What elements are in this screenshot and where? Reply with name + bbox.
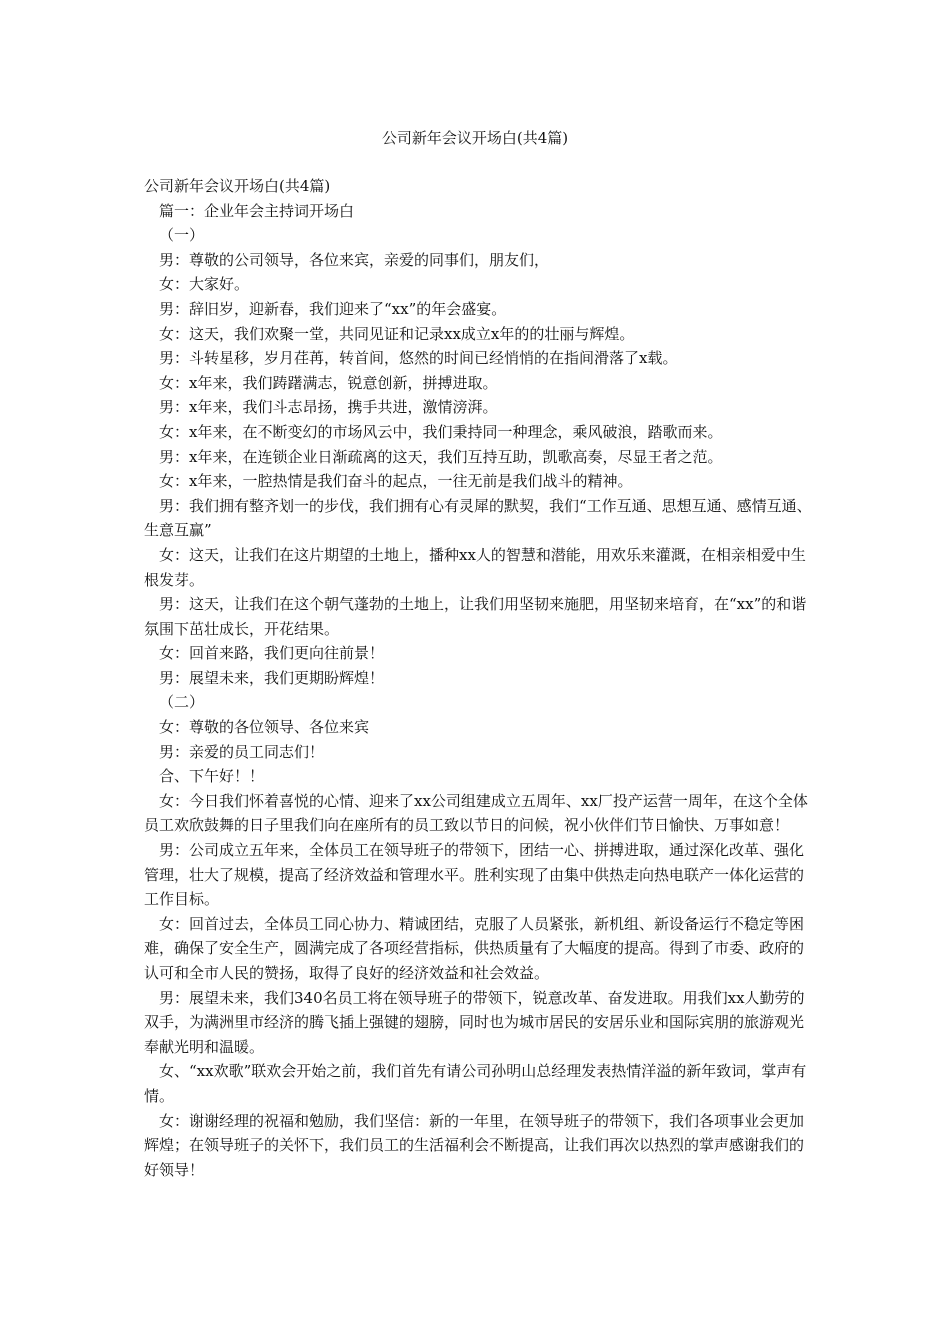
paragraph: 男：尊敬的公司领导，各位来宾，亲爱的同事们，朋友们， bbox=[159, 250, 550, 269]
paragraph: 女：回首来路，我们更向往前景！ bbox=[159, 644, 385, 663]
paragraph: 男：公司成立五年来，全体员工在领导班子的带领下，团结一心、拼搏进取，通过深化改革、强化管理，壮大了规模，提高了经济效益和管理水平。胜利实现了由集中供热走向热电联产一体化运营的工作目标。 bbox=[144, 841, 805, 909]
paragraph: 男：展望未来，我们更期盼辉煌！ bbox=[159, 668, 385, 687]
paragraph: 男：这天，让我们在这个朝气蓬勃的土地上，让我们用坚韧来施肥，用坚韧来培育，在“xx”的和谐氛围下茁壮成长，开花结果。 bbox=[144, 595, 807, 638]
document-title: 公司新年会议开场白(共4篇) bbox=[381, 129, 569, 147]
paragraph: 女：这天，我们欢聚一堂，共同见证和记录xx成立x年的的壮丽与辉煌。 bbox=[159, 324, 635, 343]
paragraph: 男：斗转星移，岁月荏苒，转首间，悠然的时间已经悄悄的在指间滑落了x载。 bbox=[159, 349, 678, 368]
paragraph: 男：展望未来，我们340名员工将在领导班子的带领下，锐意改革、奋发进取。用我们xx人勤劳的双手，为满洲里市经济的腾飞插上强键的翅膀，同时也为城市居民的安居乐业和国际宾朋的旅游观光奉献光明和温暖。 bbox=[144, 988, 805, 1056]
paragraph: 女：谢谢经理的祝福和勉励，我们坚信：新的一年里，在领导班子的带领下，我们各项事业会更加辉煌；在领导班子的关怀下，我们员工的生活福利会不断提高，让我们再次以热烈的掌声感谢我们的好领导！ bbox=[144, 1111, 805, 1179]
paragraph: 男：x年来，我们斗志昂扬，携手共进，激情滂湃。 bbox=[159, 398, 498, 417]
paragraph: 女：尊敬的各位领导、各位来宾 bbox=[159, 718, 370, 737]
paragraph: 男：x年来，在连锁企业日渐疏离的这天，我们互持互助，凯歌高奏，尽显王者之范。 bbox=[159, 447, 723, 466]
paragraph: （二） bbox=[159, 693, 205, 712]
paragraph: 女：回首过去，全体员工同心协力、精诚团结，克服了人员紧张，新机组、新设备运行不稳定等困难，确保了安全生产，圆满完成了各项经营指标，供热质量有了大幅度的提高。得到了市委、政府的认可和全市人民的赞扬，取得了良好的经济效益和社会效益。 bbox=[144, 914, 805, 982]
paragraph: 女：今日我们怀着喜悦的心情、迎来了xx公司组建成立五周年、xx厂投产运营一周年，在这个全体员工欢欣鼓舞的日子里我们向在座所有的员工致以节日的问候，祝小伙伴们节日愉快、万事如意！ bbox=[144, 791, 808, 835]
paragraph: 篇一：企业年会主持词开场白 bbox=[159, 201, 355, 220]
paragraph: 男：亲爱的员工同志们！ bbox=[159, 742, 325, 761]
paragraph: （一） bbox=[159, 226, 205, 245]
paragraph: 男：辞旧岁，迎新春，我们迎来了“xx”的年会盛宴。 bbox=[159, 299, 507, 318]
paragraph: 女：x年来，一腔热情是我们奋斗的起点，一往无前是我们战斗的精神。 bbox=[159, 472, 633, 491]
document-body bbox=[144, 174, 816, 1182]
paragraph: 女：大家好。 bbox=[159, 275, 250, 294]
paragraph: 女：x年来，我们踌躇满志，锐意创新，拼搏进取。 bbox=[159, 373, 498, 392]
paragraph: 女：这天，让我们在这片期望的土地上，播种xx人的智慧和潜能，用欢乐来灌溉，在相亲相爱中生根发芽。 bbox=[144, 545, 806, 589]
paragraph: 合、下午好！！ bbox=[159, 767, 265, 786]
paragraph: 女、“xx欢歌”联欢会开始之前，我们首先有请公司孙明山总经理发表热情洋溢的新年致词，掌声有情。 bbox=[144, 1062, 807, 1105]
paragraph: 公司新年会议开场白(共4篇) bbox=[144, 177, 331, 195]
paragraph: 女：x年来，在不断变幻的市场风云中，我们秉持同一种理念，乘风破浪，踏歌而来。 bbox=[159, 422, 723, 441]
paragraph: 男：我们拥有整齐划一的步伐，我们拥有心有灵犀的默契，我们“工作互通、思想互通、感情互通、生意互赢” bbox=[144, 496, 812, 540]
